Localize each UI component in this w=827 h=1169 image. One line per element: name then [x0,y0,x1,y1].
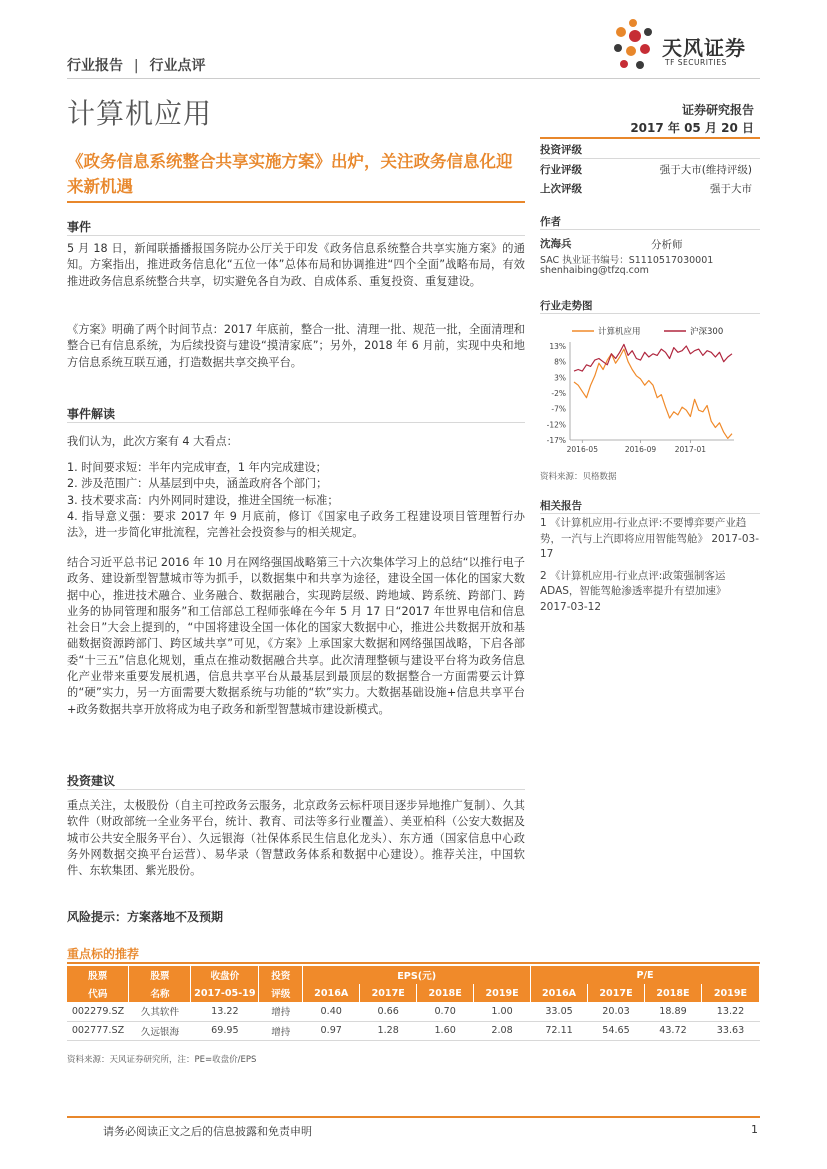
related-item[interactable]: 1 《计算机应用-行业点评:不要博弈要产业趋势，一汽与上汽即将应用智能驾舱》 2017-03-17 [540,517,759,560]
x-tick-label: 2016-09 [624,445,657,454]
table-cell: 002279.SZ [67,1002,129,1021]
table-cell: 54.65 [588,1021,645,1040]
report-date: 2017 年 05 月 20 日 [630,121,754,135]
author-email: shenhaibing@tfzq.com [540,265,649,276]
y-tick-label: -12% [546,420,566,430]
y-tick-label: 8% [554,357,566,367]
table-header: 名称 [129,984,191,1002]
table-header: 2016A [303,984,360,1002]
table-cell: 2.08 [474,1021,531,1040]
category-separator: | [133,58,139,74]
advice-heading: 投资建议 [67,774,116,788]
report-category [67,55,205,75]
table-header: 2018E [417,984,474,1002]
table-cell: 0.66 [360,1002,417,1021]
chart-divider [540,313,760,314]
industry-trend-chart [538,318,758,458]
table-header: 股票 [67,966,129,984]
risk-warning: 风险提示：方案落地不及预期 [67,910,224,924]
table-header: 2017E [360,984,417,1002]
table-cell: 43.72 [644,1021,701,1040]
author-heading: 作者 [540,216,561,228]
table-cell: 久其软件 [129,1002,191,1021]
interpretation-paragraph: 结合习近平总书记 2016 年 10 月在网络强国战略第三十六次集体学习上的总结“以推行电子政务、建设新型智慧城市等为抓手，以数据集中和共享为途径，建设全国一体化的国家大数据中心，推进技术融合、业务融合、数据融合，实现跨层级、跨地域、跨系统、跨部门、跨业务的协同管理和服务”和工信部总工程师张峰在今年 5 月 17 日“2017 年世界电信和信息社会日”大会上提到的，“中国将建设全国一体化的国家大数据中心，推进公共数据开放和基础数据资源跨部门、跨区域共享”可见，《方案》上承国家大数据和网络强国战略，下启各部委“十三五”信息化规划，重点在推动数据融合共享。此次清理整顿与建设平台将为政务信息化产业带来重要发展机遇，信息共享平台从最基层到最顶层的数据整合一方面需要云计算的“硬”实力，另一方面需要大数据系统与功能的“软”实力。大数据基础设施+信息共享平台+政务数据共享开放将成为电子政务和新型智慧城市建设新模式。 [67,556,525,716]
rating-heading: 投资评级 [540,144,582,156]
page-number: 1 [751,1123,758,1136]
rating-previous-label: 上次评级 [540,183,582,195]
advice-divider [67,789,525,790]
logo-mark-icon [610,18,656,72]
table-cell: 增持 [259,1021,303,1040]
header-divider [67,78,760,79]
table-header: 股票 [129,966,191,984]
rating-top-line [540,137,760,139]
table-cell: 1.60 [417,1021,474,1040]
interpretation-points [67,460,525,541]
table-cell: 18.89 [644,1002,701,1021]
y-tick-label: 13% [549,342,566,351]
table-cell: 久远银海 [129,1021,191,1040]
footer-line [67,1116,760,1118]
table-header: 评级 [259,984,303,1002]
table-cell: 1.28 [360,1021,417,1040]
company-logo [610,18,760,72]
y-tick-label: 3% [554,373,566,383]
table-header-row-1 [67,966,760,984]
author-role: 分析师 [651,239,683,251]
rating-divider [540,158,760,159]
stock-table-topline [67,962,760,964]
table-cell: 13.22 [701,1002,759,1021]
logo-text-cn: 天风证券 [662,36,746,60]
advice-paragraph: 重点关注，太极股份（自主可控政务云服务，北京政务云标杆项目逐步异地推广复制）、久其软件（财政部统一全业务平台，统计、教育、司法等多行业覆盖）、美亚柏科（公安大数据及城市公共安全服务平台）、久远银海（社保体系民生信息化龙头）、东方通（国家信息中心政务外网数据交换平台运营）、易华录（智慧政务体系和数据中心建设）。推荐关注，中国软件、东软集团、紫光股份。 [67,799,525,878]
stock-table-note: 资料来源：天风证券研究所，注：PE=收盘价/EPS [67,1055,257,1065]
title-underline [67,201,525,203]
category-label: 行业报告 [67,58,123,74]
industry-title: 计算机应用 [67,97,213,130]
rating-current-value: 强于大市(维持评级) [659,164,752,176]
table-cell: 20.03 [588,1002,645,1021]
author-name: 沈海兵 [540,238,572,250]
event-divider [67,235,525,236]
y-tick-label: -17% [546,436,566,445]
point-item: 4. 指导意义强：要求 2017 年 9 月底前，修订《国家电子政务工程建设项目管理暂行办法》，进一步简化审批流程，完善社会投资参与的相关规定。 [67,509,525,540]
table-header: 2016A [531,984,588,1002]
table-cell: 0.70 [417,1002,474,1021]
table-header: 2017E [588,984,645,1002]
table-cell: 72.11 [531,1021,588,1040]
related-item[interactable]: 2 《计算机应用-行业点评:政策强制客运 ADAS，智能驾舱渗透率提升有望加速》 2017-03-12 [540,569,727,613]
interpretation-divider [67,422,525,423]
event-heading: 事件 [67,220,92,234]
table-header: 代码 [67,984,129,1002]
footer-disclaimer: 请务必阅读正文之后的信息披露和免责申明 [103,1125,312,1138]
table-cell: 0.40 [303,1002,360,1021]
logo-text-en: TF SECURITIES [665,58,727,67]
report-title: 《政务信息系统整合共享实施方案》出炉，关注政务信息化迎来新机遇 [67,152,513,196]
stock-table-heading: 重点标的推荐 [67,947,140,961]
table-header: 2017-05-19 [191,984,259,1002]
table-header-pe: P/E [531,966,760,984]
rating-current-label: 行业评级 [540,164,582,176]
table-row [67,1002,760,1021]
table-row [67,1021,760,1040]
y-tick-label: -7% [551,404,566,414]
point-item: 3. 技术要求高：内外网同时建设，推进全国统一标准； [67,493,339,507]
legend-label: 计算机应用 [598,327,641,337]
event-paragraph-1: 5 月 18 日，新闻联播播报国务院办公厅关于印发《政务信息系统整合共享实施方案》的通知。方案指出，推进政务信息化“五位一体”总体布局和协调推进“四个全面”战略布局，有效推进政务信息系统整合共享，切实避免各自为政、自成体系、重复投资、重复建设。 [67,242,525,288]
table-cell: 002777.SZ [67,1021,129,1040]
interpretation-heading: 事件解读 [67,407,116,421]
legend-label: 沪深300 [690,327,724,337]
table-header: 2019E [474,984,531,1002]
rating-previous-value: 强于大市 [710,183,752,195]
related-heading: 相关报告 [540,500,582,512]
x-tick-label: 2017-01 [674,445,707,454]
chart-heading: 行业走势图 [540,300,593,312]
table-cell: 1.00 [474,1002,531,1021]
table-header: 收盘价 [191,966,259,984]
stock-table-wrap [67,966,760,1041]
chart-source: 资料来源：贝格数据 [540,472,617,482]
event-paragraph-2: 《方案》明确了两个时间节点：2017 年底前，整合一批、清理一批、规范一批，全面清理和整合已有信息系统，为后续投资与建设“摸清家底”；另外，2018 年 6 月前，实现中央和地方信息系统互联互通，打造数据共享交换平台。 [67,323,525,369]
point-item: 2. 涉及范围广：从基层到中央，涵盖政府各个部门； [67,477,328,491]
subcategory-label: 行业点评 [149,58,206,74]
series-line [574,349,732,438]
x-tick-label: 2016-05 [566,445,598,454]
table-header: 投资 [259,966,303,984]
report-type: 证券研究报告 [681,103,754,117]
stock-table [67,966,760,1041]
table-header: 2018E [644,984,701,1002]
author-license: SAC 执业证书编号：S1110517030001 [540,255,714,266]
table-cell: 0.97 [303,1021,360,1040]
related-divider [540,513,760,514]
table-cell: 33.63 [701,1021,759,1040]
table-cell: 13.22 [191,1002,259,1021]
table-header-row-2 [67,984,760,1002]
point-item: 1. 时间要求短：半年内完成审查，1 年内完成建设； [67,461,327,474]
table-cell: 33.05 [531,1002,588,1021]
author-divider [540,229,760,230]
table-cell: 69.95 [191,1021,259,1040]
table-header-eps: EPS(元) [303,966,531,984]
related-list [540,516,760,615]
table-header: 2019E [701,984,759,1002]
table-cell: 增持 [259,1002,303,1021]
y-tick-label: -2% [551,389,566,398]
interpretation-intro: 我们认为，此次方案有 4 大看点： [67,435,238,448]
